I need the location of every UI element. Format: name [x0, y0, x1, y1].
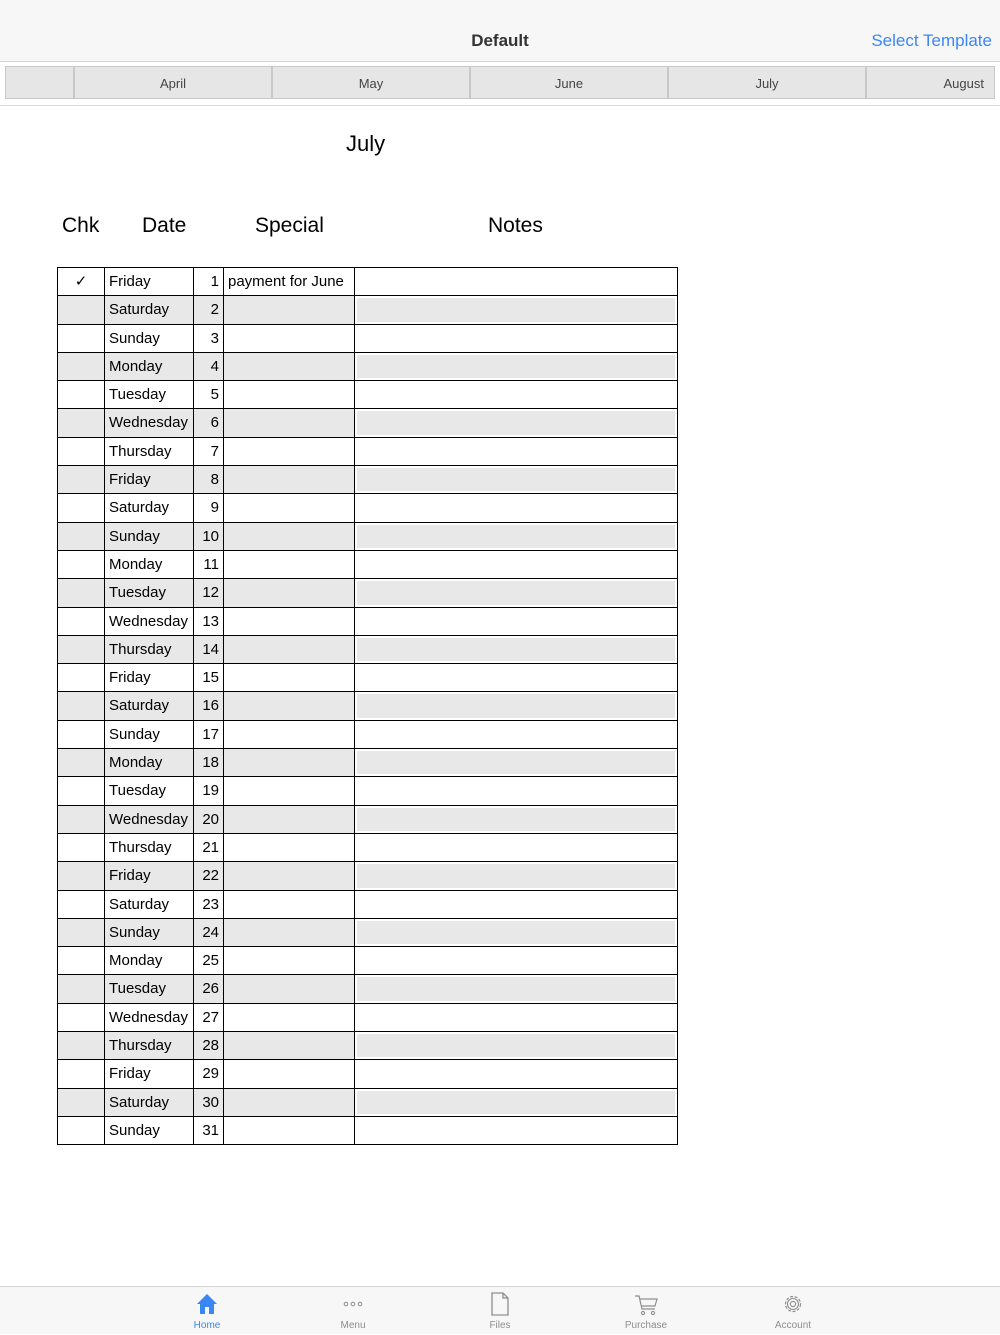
check-cell[interactable] [57, 664, 104, 691]
special-cell[interactable] [223, 692, 354, 719]
notes-cell[interactable] [354, 834, 678, 861]
check-cell[interactable] [57, 494, 104, 521]
weekday-cell: Sunday [104, 1117, 193, 1144]
notes-text [357, 411, 675, 434]
weekday-cell: Tuesday [104, 381, 193, 408]
check-cell[interactable] [57, 1089, 104, 1116]
check-cell[interactable] [57, 353, 104, 380]
notes-text [357, 1091, 675, 1114]
table-row [57, 891, 678, 919]
weekday-cell: Sunday [104, 523, 193, 550]
notes-text [357, 751, 675, 774]
weekday-cell: Sunday [104, 721, 193, 748]
day-number-cell: 24 [193, 919, 223, 946]
notes-cell[interactable] [354, 749, 678, 776]
special-cell[interactable] [223, 1089, 354, 1116]
gear-icon [781, 1291, 805, 1317]
weekday-cell: Monday [104, 353, 193, 380]
day-number-cell: 4 [193, 353, 223, 380]
check-cell[interactable] [57, 296, 104, 323]
notes-text [357, 1034, 675, 1057]
weekday-cell: Wednesday [104, 806, 193, 833]
notes-cell[interactable] [354, 1089, 678, 1116]
check-cell[interactable] [57, 1060, 104, 1087]
header-date: Date [142, 214, 187, 237]
notes-text [357, 808, 675, 831]
notes-text [357, 836, 675, 859]
special-cell[interactable] [223, 834, 354, 861]
notes-text [357, 270, 675, 293]
notes-cell[interactable] [354, 438, 678, 465]
day-number-cell: 8 [193, 466, 223, 493]
special-cell[interactable] [223, 919, 354, 946]
day-number-cell: 29 [193, 1060, 223, 1087]
special-cell[interactable] [223, 1117, 354, 1144]
table-row [57, 409, 678, 437]
check-cell[interactable] [57, 891, 104, 918]
day-number-cell: 20 [193, 806, 223, 833]
weekday-cell: Saturday [104, 296, 193, 323]
weekday-cell: Thursday [104, 438, 193, 465]
special-cell[interactable] [223, 353, 354, 380]
special-cell[interactable] [223, 806, 354, 833]
notes-text [357, 949, 675, 972]
weekday-cell: Friday [104, 862, 193, 889]
weekday-cell: Sunday [104, 919, 193, 946]
month-tab-august[interactable]: August [866, 66, 995, 99]
day-number-cell: 23 [193, 891, 223, 918]
check-cell[interactable] [57, 1004, 104, 1031]
table-row [57, 494, 678, 522]
special-cell[interactable] [223, 409, 354, 436]
table-row [57, 862, 678, 890]
tab-account[interactable] [748, 1287, 838, 1335]
notes-text [357, 779, 675, 802]
notes-cell[interactable] [354, 1004, 678, 1031]
special-cell[interactable] [223, 975, 354, 1002]
notes-text [357, 581, 675, 604]
navigation-bar [0, 0, 1000, 62]
notes-cell[interactable] [354, 409, 678, 436]
notes-cell[interactable] [354, 494, 678, 521]
notes-text [357, 1119, 675, 1142]
weekday-cell: Monday [104, 749, 193, 776]
notes-text [357, 383, 675, 406]
notes-cell[interactable] [354, 636, 678, 663]
weekday-cell: Saturday [104, 1089, 193, 1116]
check-cell[interactable] [57, 551, 104, 578]
table-row [57, 438, 678, 466]
check-cell[interactable] [57, 806, 104, 833]
check-cell[interactable] [57, 636, 104, 663]
table-row [57, 975, 678, 1003]
day-number-cell: 6 [193, 409, 223, 436]
special-cell[interactable] [223, 777, 354, 804]
notes-cell[interactable] [354, 806, 678, 833]
bottom-tab-bar [0, 1286, 1000, 1334]
check-cell[interactable] [57, 919, 104, 946]
notes-text [357, 525, 675, 548]
day-number-cell: 25 [193, 947, 223, 974]
weekday-cell: Friday [104, 268, 193, 295]
select-template-button[interactable]: Select Template [871, 31, 992, 50]
day-number-cell: 22 [193, 862, 223, 889]
table-row [57, 664, 678, 692]
notes-text [357, 977, 675, 1000]
check-cell[interactable] [57, 466, 104, 493]
day-number-cell: 16 [193, 692, 223, 719]
notes-cell[interactable] [354, 975, 678, 1002]
special-cell[interactable] [223, 579, 354, 606]
day-number-cell: 11 [193, 551, 223, 578]
table-row [57, 268, 678, 296]
table-row [57, 636, 678, 664]
table-row [57, 834, 678, 862]
day-number-cell: 1 [193, 268, 223, 295]
month-tab-july[interactable]: July [668, 66, 866, 99]
table-row [57, 466, 678, 494]
month-title: July [346, 131, 386, 156]
day-number-cell: 9 [193, 494, 223, 521]
notes-text [357, 694, 675, 717]
notes-text [357, 327, 675, 350]
table-row [57, 777, 678, 805]
month-tab-strip [0, 62, 1000, 106]
notes-cell[interactable] [354, 608, 678, 635]
notes-cell[interactable] [354, 523, 678, 550]
table-row [57, 1089, 678, 1117]
notes-text [357, 553, 675, 576]
more-icon [341, 1291, 365, 1317]
check-cell[interactable] [57, 721, 104, 748]
table-row [57, 919, 678, 947]
check-cell[interactable] [57, 947, 104, 974]
header-special: Special [255, 214, 324, 237]
notes-text [357, 468, 675, 491]
day-number-cell: 7 [193, 438, 223, 465]
weekday-cell: Tuesday [104, 975, 193, 1002]
notes-cell[interactable] [354, 579, 678, 606]
check-cell[interactable] [57, 325, 104, 352]
tab-purchase-label: Purchase [624, 1320, 668, 1331]
day-number-cell: 19 [193, 777, 223, 804]
notes-cell[interactable] [354, 353, 678, 380]
check-cell[interactable] [57, 1117, 104, 1144]
table-row [57, 579, 678, 607]
check-cell[interactable]: ✓ [57, 268, 104, 295]
weekday-cell: Tuesday [104, 579, 193, 606]
special-cell[interactable] [223, 664, 354, 691]
notes-cell[interactable] [354, 268, 678, 295]
table-row [57, 1060, 678, 1088]
day-number-cell: 18 [193, 749, 223, 776]
notes-text [357, 496, 675, 519]
day-number-cell: 30 [193, 1089, 223, 1116]
special-cell[interactable] [223, 381, 354, 408]
weekday-cell: Wednesday [104, 1004, 193, 1031]
nav-title: Default [471, 31, 529, 50]
month-tab-blank[interactable] [5, 66, 74, 99]
notes-text [357, 298, 675, 321]
table-row [57, 523, 678, 551]
special-cell[interactable] [223, 438, 354, 465]
check-cell[interactable] [57, 438, 104, 465]
tab-menu[interactable] [308, 1287, 398, 1335]
weekday-cell: Thursday [104, 1032, 193, 1059]
check-cell[interactable] [57, 381, 104, 408]
day-number-cell: 31 [193, 1117, 223, 1144]
notes-text [357, 723, 675, 746]
weekday-cell: Sunday [104, 325, 193, 352]
file-icon [488, 1291, 512, 1317]
special-cell[interactable]: payment for June [223, 268, 354, 295]
day-number-cell: 28 [193, 1032, 223, 1059]
tab-home[interactable] [162, 1287, 252, 1335]
special-cell[interactable] [223, 523, 354, 550]
tab-files-label: Files [489, 1320, 511, 1331]
special-cell[interactable] [223, 551, 354, 578]
weekday-cell: Wednesday [104, 409, 193, 436]
table-row [57, 806, 678, 834]
notes-cell[interactable] [354, 325, 678, 352]
special-cell[interactable] [223, 494, 354, 521]
check-cell[interactable] [57, 862, 104, 889]
table-row [57, 721, 678, 749]
weekday-cell: Saturday [104, 692, 193, 719]
day-number-cell: 17 [193, 721, 223, 748]
day-number-cell: 21 [193, 834, 223, 861]
notes-cell[interactable] [354, 381, 678, 408]
table-row [57, 551, 678, 579]
notes-cell[interactable] [354, 721, 678, 748]
weekday-cell: Thursday [104, 834, 193, 861]
notes-text [357, 864, 675, 887]
notes-text [357, 638, 675, 661]
check-cell[interactable] [57, 1032, 104, 1059]
weekday-cell: Thursday [104, 636, 193, 663]
table-row [57, 692, 678, 720]
day-number-cell: 10 [193, 523, 223, 550]
day-number-cell: 13 [193, 608, 223, 635]
table-row [57, 296, 678, 324]
check-cell[interactable] [57, 692, 104, 719]
day-number-cell: 2 [193, 296, 223, 323]
table-row [57, 1117, 678, 1145]
notes-cell[interactable] [354, 947, 678, 974]
notes-cell[interactable] [354, 466, 678, 493]
day-number-cell: 27 [193, 1004, 223, 1031]
day-number-cell: 12 [193, 579, 223, 606]
special-cell[interactable] [223, 1004, 354, 1031]
weekday-cell: Friday [104, 1060, 193, 1087]
notes-text [357, 666, 675, 689]
special-cell[interactable] [223, 721, 354, 748]
special-cell[interactable] [223, 325, 354, 352]
table-row [57, 353, 678, 381]
day-number-cell: 15 [193, 664, 223, 691]
weekday-cell: Friday [104, 466, 193, 493]
header-notes: Notes [488, 214, 543, 237]
notes-text [357, 921, 675, 944]
calendar-table [57, 267, 678, 1145]
check-cell[interactable] [57, 579, 104, 606]
home-icon [195, 1291, 219, 1317]
check-cell[interactable] [57, 975, 104, 1002]
weekday-cell: Wednesday [104, 608, 193, 635]
notes-text [357, 893, 675, 916]
check-cell[interactable] [57, 409, 104, 436]
header-chk: Chk [62, 214, 100, 237]
weekday-cell: Saturday [104, 891, 193, 918]
special-cell[interactable] [223, 636, 354, 663]
special-cell[interactable] [223, 749, 354, 776]
notes-cell[interactable] [354, 891, 678, 918]
tab-menu-label: Menu [340, 1320, 366, 1331]
notes-cell[interactable] [354, 777, 678, 804]
weekday-cell: Monday [104, 551, 193, 578]
table-row [57, 1004, 678, 1032]
notes-cell[interactable] [354, 296, 678, 323]
notes-cell[interactable] [354, 664, 678, 691]
notes-cell[interactable] [354, 1060, 678, 1087]
table-row [57, 325, 678, 353]
table-row [57, 608, 678, 636]
check-cell[interactable] [57, 749, 104, 776]
special-cell[interactable] [223, 466, 354, 493]
tab-account-label: Account [774, 1320, 812, 1331]
weekday-cell: Tuesday [104, 777, 193, 804]
check-cell[interactable] [57, 777, 104, 804]
weekday-cell: Monday [104, 947, 193, 974]
notes-text [357, 610, 675, 633]
tab-files[interactable] [455, 1287, 545, 1335]
special-cell[interactable] [223, 608, 354, 635]
table-row [57, 381, 678, 409]
tab-purchase[interactable] [601, 1287, 691, 1335]
check-cell[interactable] [57, 523, 104, 550]
table-row [57, 1032, 678, 1060]
notes-text [357, 1006, 675, 1029]
cart-icon [634, 1291, 658, 1317]
special-cell[interactable] [223, 891, 354, 918]
notes-cell[interactable] [354, 692, 678, 719]
notes-cell[interactable] [354, 551, 678, 578]
weekday-cell: Saturday [104, 494, 193, 521]
month-tab-april[interactable]: April [74, 66, 272, 99]
notes-text [357, 440, 675, 463]
notes-text [357, 1062, 675, 1085]
day-number-cell: 26 [193, 975, 223, 1002]
tab-home-label: Home [193, 1320, 221, 1331]
month-tab-may[interactable]: May [272, 66, 470, 99]
notes-cell[interactable] [354, 862, 678, 889]
special-cell[interactable] [223, 296, 354, 323]
notes-cell[interactable] [354, 1032, 678, 1059]
special-cell[interactable] [223, 1032, 354, 1059]
special-cell[interactable] [223, 1060, 354, 1087]
month-tab-june[interactable]: June [470, 66, 668, 99]
day-number-cell: 14 [193, 636, 223, 663]
special-cell[interactable] [223, 862, 354, 889]
table-row [57, 947, 678, 975]
notes-cell[interactable] [354, 1117, 678, 1144]
special-cell[interactable] [223, 947, 354, 974]
day-number-cell: 3 [193, 325, 223, 352]
weekday-cell: Friday [104, 664, 193, 691]
day-number-cell: 5 [193, 381, 223, 408]
table-row [57, 749, 678, 777]
check-cell[interactable] [57, 834, 104, 861]
notes-text [357, 355, 675, 378]
notes-cell[interactable] [354, 919, 678, 946]
check-cell[interactable] [57, 608, 104, 635]
